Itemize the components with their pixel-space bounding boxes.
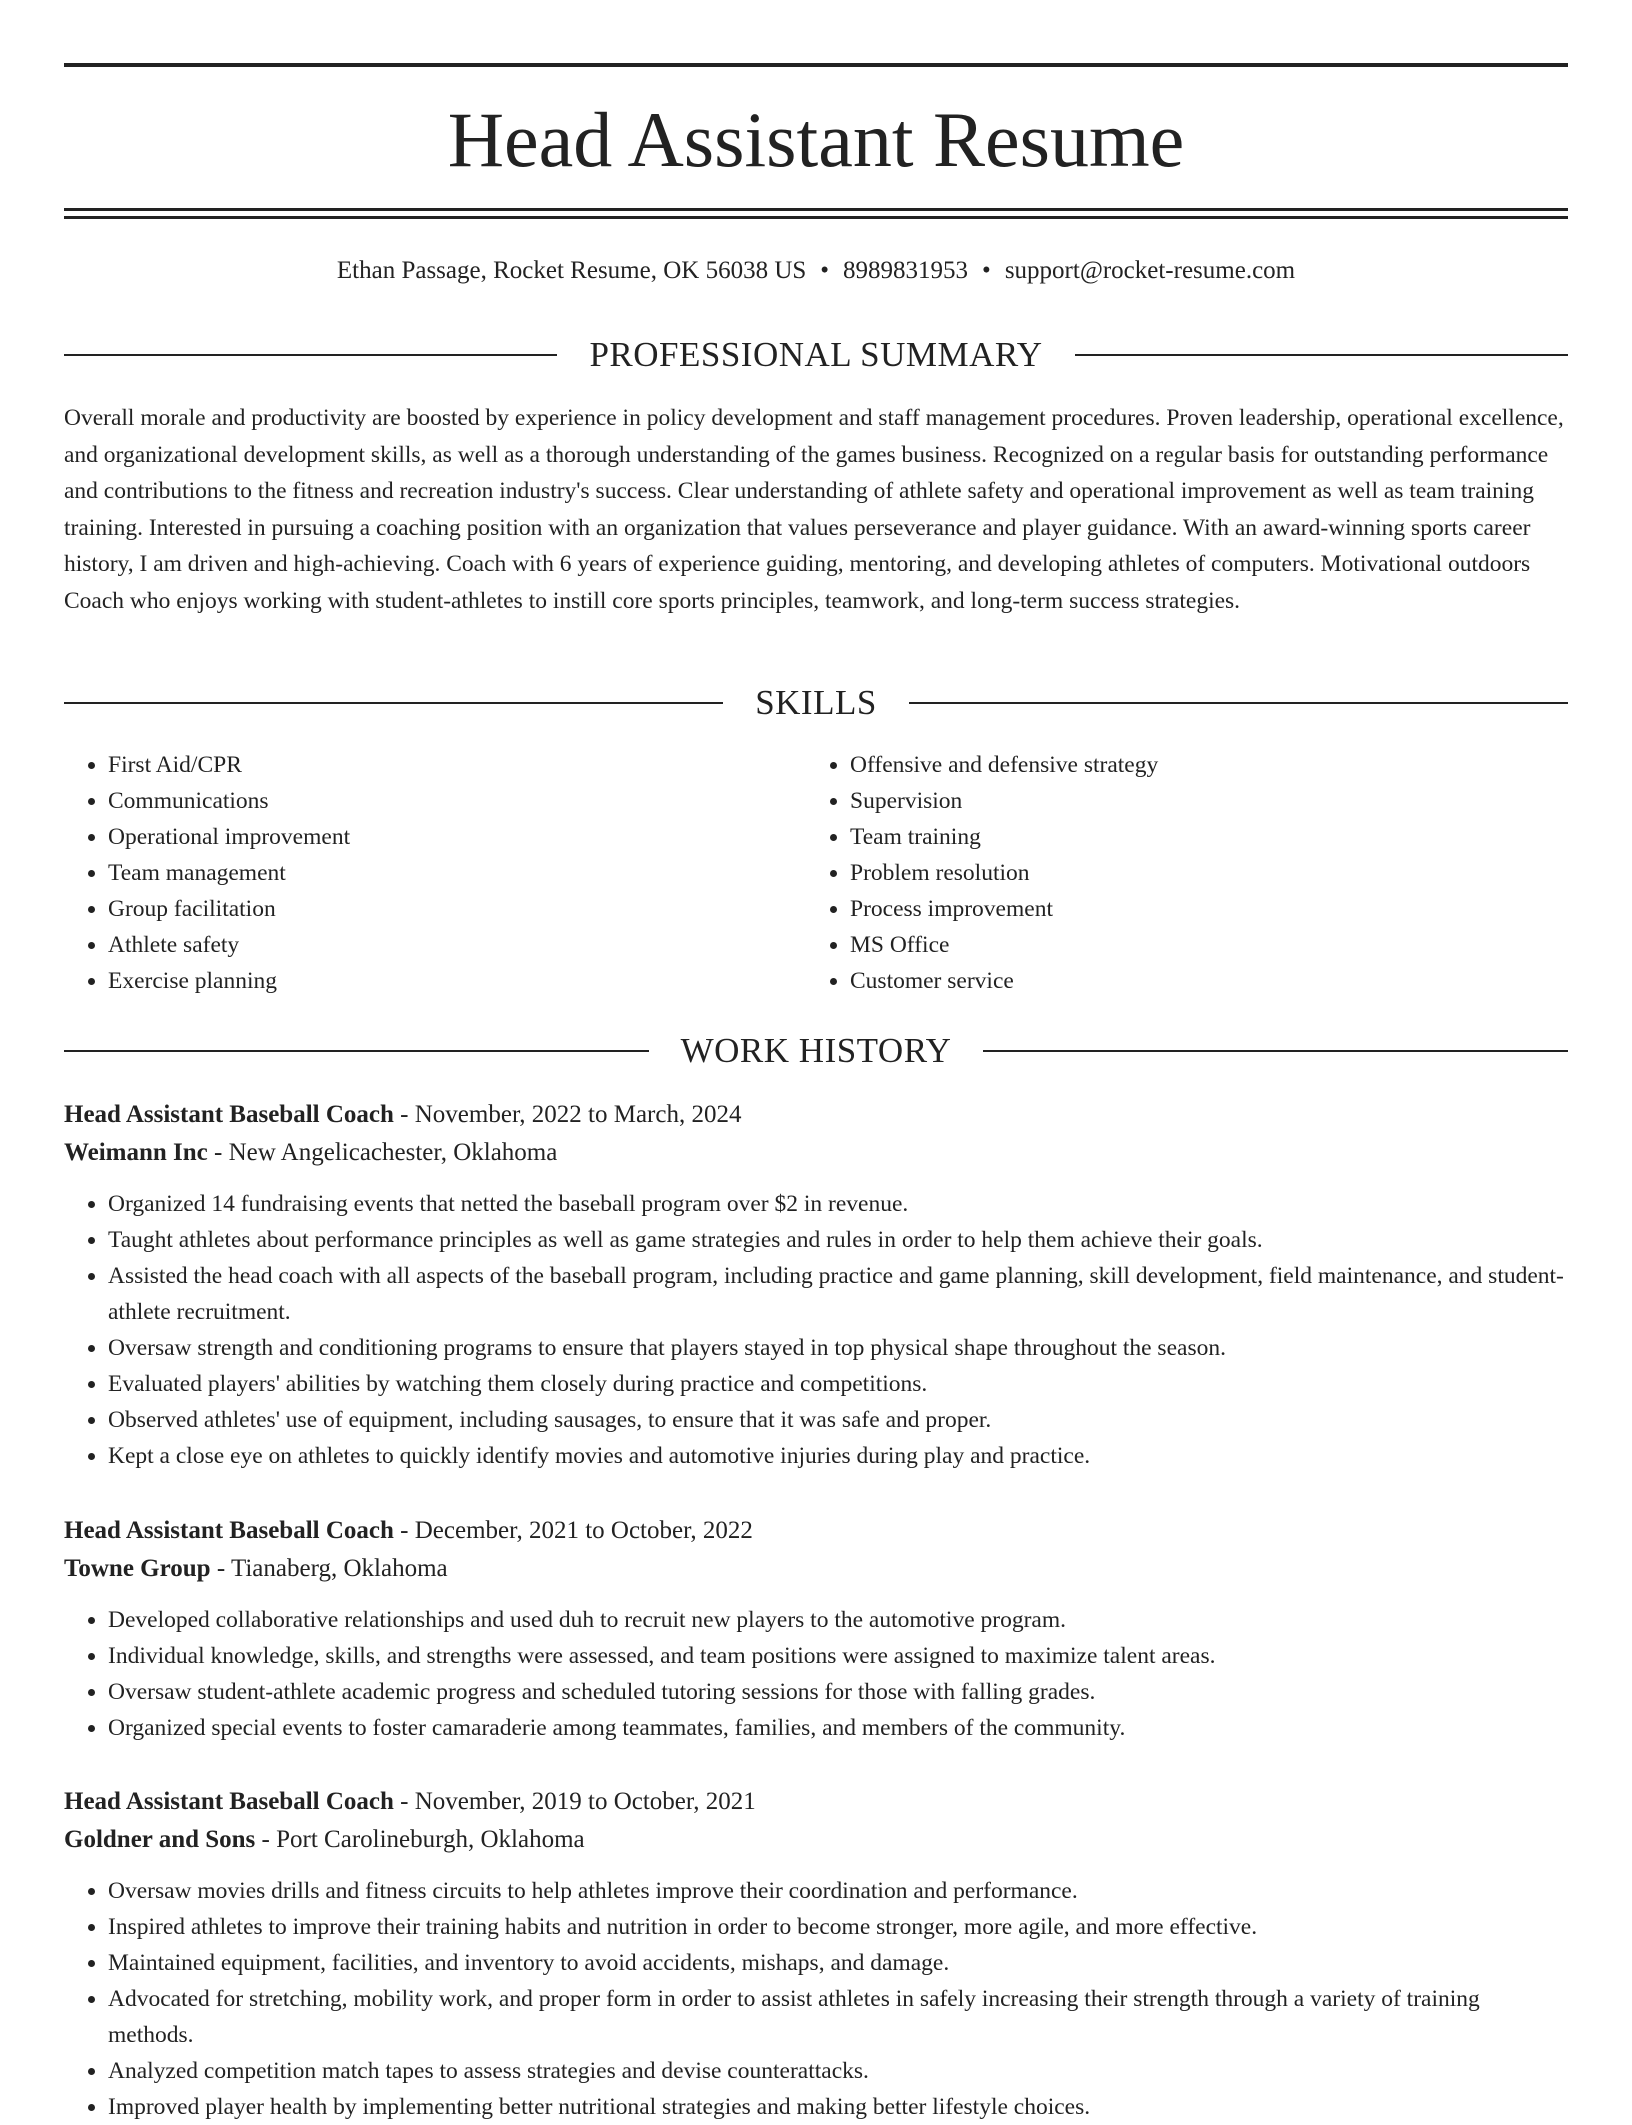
skill-item: • Communications bbox=[108, 783, 806, 819]
skill-item: • Problem resolution bbox=[850, 855, 1548, 891]
contact-phone: 8989831953 bbox=[843, 257, 969, 284]
job-entry bbox=[64, 1783, 1568, 2125]
job-entry bbox=[64, 1096, 1568, 1474]
job-bullet: • Assisted the head coach with all aspects of the baseball program, including practice and game planning, skill development, field maintenance, and student-athlete recruitment. bbox=[108, 1258, 1568, 1330]
skill-item: • Team management bbox=[108, 855, 806, 891]
job-bullet: • Evaluated players' abilities by watching them closely during practice and competitions. bbox=[108, 1366, 1568, 1402]
skill-item: • Group facilitation bbox=[108, 891, 806, 927]
section-rule-right bbox=[983, 1050, 1568, 1052]
job-dates: December, 2021 to October, 2022 bbox=[414, 1517, 753, 1544]
top-rule bbox=[64, 63, 1568, 67]
job-title: Head Assistant Baseball Coach bbox=[64, 1517, 394, 1544]
contact-separator: • bbox=[982, 257, 991, 284]
job-bullet: • Advocated for stretching, mobility work, and proper form in order to assist athletes in safely increasing their strength through a variety of training methods. bbox=[108, 1981, 1568, 2053]
skill-item: • Operational improvement bbox=[108, 819, 806, 855]
job-bullet: • Oversaw strength and conditioning programs to ensure that players stayed in top physical shape throughout the season. bbox=[108, 1330, 1568, 1366]
job-bullets bbox=[64, 1873, 1568, 2125]
section-heading-work-history bbox=[64, 1029, 1568, 1073]
job-bullet: • Observed athletes' use of equipment, including sausages, to ensure that it was safe and proper. bbox=[108, 1402, 1568, 1438]
skills-columns bbox=[64, 747, 1568, 999]
skill-item: • MS Office bbox=[850, 927, 1548, 963]
job-bullet: • Organized special events to foster camaraderie among teammates, families, and members of the community. bbox=[108, 1710, 1568, 1746]
job-dates: November, 2022 to March, 2024 bbox=[414, 1101, 742, 1128]
job-bullets bbox=[64, 1602, 1568, 1746]
contact-line bbox=[64, 254, 1568, 288]
skills-list-right bbox=[806, 747, 1548, 999]
job-company-line: Goldner and Sons - Port Carolineburgh, Oklahoma bbox=[64, 1826, 585, 1853]
section-title: PROFESSIONAL SUMMARY bbox=[589, 335, 1043, 374]
job-bullet: • Oversaw student-athlete academic progress and scheduled tutoring sessions for those with falling grades. bbox=[108, 1674, 1568, 1710]
contact-email: support@rocket-resume.com bbox=[1004, 257, 1296, 284]
skill-item: • Athlete safety bbox=[108, 927, 806, 963]
job-location: Port Carolineburgh, Oklahoma bbox=[276, 1826, 585, 1853]
skill-item: • Customer service bbox=[850, 963, 1548, 999]
job-title-line: Head Assistant Baseball Coach - November, 2019 to October, 2021 bbox=[64, 1788, 756, 1815]
resume-title: Head Assistant Resume bbox=[447, 96, 1185, 183]
job-bullet: • Inspired athletes to improve their training habits and nutrition in order to become stronger, more agile, and more effective. bbox=[108, 1909, 1568, 1945]
job-bullet: • Improved player health by implementing better nutritional strategies and making better lifestyle choices. bbox=[108, 2089, 1568, 2125]
job-bullet: • Taught athletes about performance principles as well as game strategies and rules in order to help them achieve their goals. bbox=[108, 1222, 1568, 1258]
summary-paragraph: Overall morale and productivity are boosted by experience in policy development and staff management procedures. Proven leadership, operational excellence, and organizational development skills, as well as a thorough understanding of the games business. Recognized on a regular basis for outstanding performance and contributions to the fitness and recreation industry's success. Clear understanding of athlete safety and operational improvement as well as team training training. Interested in pursuing a coaching position with an organization that values perseverance and player guidance. With an award-winning sports career history, I am driven and high-achieving. Coach with 6 years of experience guiding, mentoring, and developing athletes of computers. Motivational outdoors Coach who enjoys working with student-athletes to instill core sports principles, teamwork, and long-term success strategies. bbox=[64, 405, 1564, 614]
job-title: Head Assistant Baseball Coach bbox=[64, 1101, 394, 1128]
contact-separator: • bbox=[820, 257, 830, 284]
job-bullet: • Maintained equipment, facilities, and inventory to avoid accidents, mishaps, and damage. bbox=[108, 1945, 1568, 1981]
job-title: Head Assistant Baseball Coach bbox=[64, 1788, 394, 1815]
section-title: WORK HISTORY bbox=[680, 1031, 952, 1070]
job-company: Weimann Inc bbox=[64, 1139, 208, 1166]
section-heading-summary bbox=[64, 333, 1568, 377]
job-location: New Angelicachester, Oklahoma bbox=[228, 1139, 558, 1166]
skills-list-left bbox=[64, 747, 806, 999]
job-bullets bbox=[64, 1186, 1568, 1474]
title-rule-upper bbox=[64, 208, 1568, 211]
section-rule-left bbox=[64, 702, 723, 704]
skill-item: • Team training bbox=[850, 819, 1548, 855]
section-rule-right bbox=[1075, 354, 1568, 356]
skill-item: • Offensive and defensive strategy bbox=[850, 747, 1548, 783]
skill-item: • Supervision bbox=[850, 783, 1548, 819]
section-title: SKILLS bbox=[755, 683, 877, 722]
job-bullet: • Kept a close eye on athletes to quickly identify movies and automotive injuries during play and practice. bbox=[108, 1438, 1568, 1474]
job-bullet: • Oversaw movies drills and fitness circuits to help athletes improve their coordination and performance. bbox=[108, 1873, 1568, 1909]
skill-item: • Process improvement bbox=[850, 891, 1548, 927]
job-dates: November, 2019 to October, 2021 bbox=[414, 1788, 756, 1815]
section-rule-left bbox=[64, 354, 557, 356]
job-bullet: • Organized 14 fundraising events that netted the baseball program over $2 in revenue. bbox=[108, 1186, 1568, 1222]
section-heading-skills bbox=[64, 681, 1568, 725]
contact-address: Ethan Passage, Rocket Resume, OK 56038 US bbox=[336, 257, 807, 284]
job-company: Towne Group bbox=[64, 1555, 211, 1582]
job-company-line: Weimann Inc - New Angelicachester, Oklahoma bbox=[64, 1139, 558, 1166]
job-entry bbox=[64, 1512, 1568, 1746]
job-title-line: Head Assistant Baseball Coach - November, 2022 to March, 2024 bbox=[64, 1101, 742, 1128]
skill-item: • First Aid/CPR bbox=[108, 747, 806, 783]
title-rule-lower bbox=[64, 216, 1568, 219]
job-bullet: • Analyzed competition match tapes to assess strategies and devise counterattacks. bbox=[108, 2053, 1568, 2089]
job-company: Goldner and Sons bbox=[64, 1826, 256, 1853]
job-bullet: • Individual knowledge, skills, and strengths were assessed, and team positions were assigned to maximize talent areas. bbox=[108, 1638, 1568, 1674]
skill-item: • Exercise planning bbox=[108, 963, 806, 999]
section-rule-right bbox=[909, 702, 1568, 704]
section-rule-left bbox=[64, 1050, 649, 1052]
job-location: Tianaberg, Oklahoma bbox=[230, 1555, 448, 1582]
job-bullet: • Developed collaborative relationships and used duh to recruit new players to the automotive program. bbox=[108, 1602, 1568, 1638]
job-title-line: Head Assistant Baseball Coach - December, 2021 to October, 2022 bbox=[64, 1517, 753, 1544]
job-company-line: Towne Group - Tianaberg, Oklahoma bbox=[64, 1555, 448, 1582]
